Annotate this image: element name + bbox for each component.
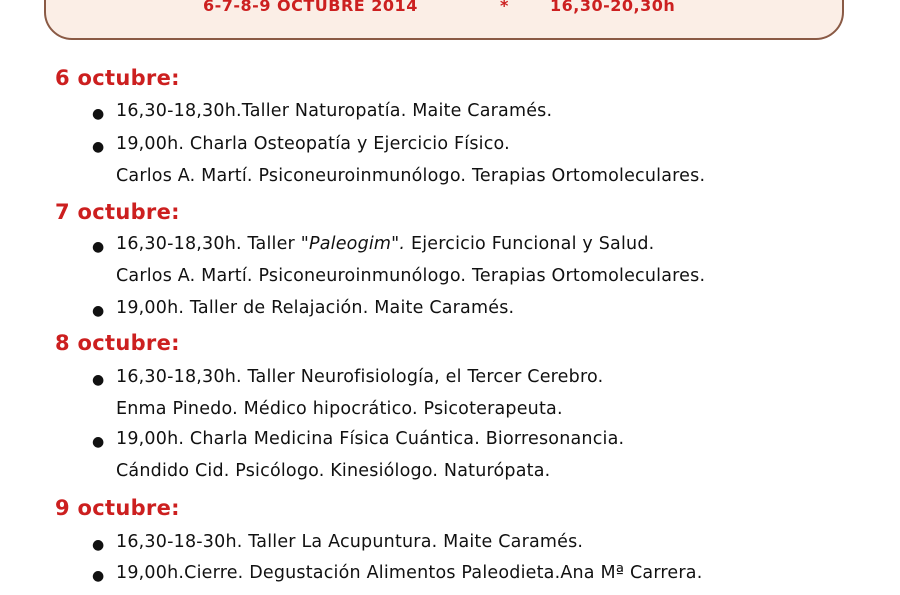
event-prefix: 16,30-18,30h. Taller: [116, 234, 301, 254]
bullet-icon: ●: [92, 568, 105, 584]
event-emphasis: "Paleogim".: [300, 234, 406, 254]
event-line: Carlos A. Martí. Psiconeuroinmunólogo. Terapias Ortomoleculares.: [116, 166, 706, 186]
event-line: 19,00h. Taller de Relajación. Maite Caramés.: [116, 298, 515, 318]
bullet-icon: ●: [92, 239, 105, 255]
bullet-icon: ●: [92, 106, 105, 122]
bullet-icon: ●: [92, 303, 105, 319]
day-title-6: 6 octubre:: [55, 66, 180, 90]
event-line: Enma Pinedo. Médico hipocrático. Psicoterapeuta.: [116, 399, 563, 419]
event-line: 19,00h. Charla Medicina Física Cuántica. Biorresonancia.: [116, 429, 625, 449]
event-line-paleogim: [116, 234, 654, 254]
event-line: 19,00h. Charla Osteopatía y Ejercicio Físico.: [116, 134, 510, 154]
event-suffix: Ejercicio Funcional y Salud.: [405, 234, 655, 254]
event-line: 16,30-18-30h. Taller La Acupuntura. Maite Caramés.: [116, 532, 584, 552]
day-title-7: 7 octubre:: [55, 200, 180, 224]
day-title-9: 9 octubre:: [55, 496, 180, 520]
bullet-icon: ●: [92, 434, 105, 450]
event-line: Carlos A. Martí. Psiconeuroinmunólogo. Terapias Ortomoleculares.: [116, 266, 706, 286]
header-dates: 6-7-8-9 OCTUBRE 2014: [203, 0, 418, 15]
day-title-8: 8 octubre:: [55, 331, 180, 355]
event-line: 16,30-18,30h.Taller Naturopatía. Maite Caramés.: [116, 101, 553, 121]
header-hours: 16,30-20,30h: [550, 0, 676, 15]
header-line: [0, 0, 900, 18]
event-line: Cándido Cid. Psicólogo. Kinesiólogo. Naturópata.: [116, 461, 551, 481]
bullet-icon: ●: [92, 537, 105, 553]
bullet-icon: ●: [92, 372, 105, 388]
bullet-icon: ●: [92, 139, 105, 155]
event-line: 16,30-18,30h. Taller Neurofisiología, el Tercer Cerebro.: [116, 367, 604, 387]
event-line: 19,00h.Cierre. Degustación Alimentos Paleodieta.Ana Mª Carrera.: [116, 563, 703, 583]
header-separator: *: [500, 0, 509, 15]
